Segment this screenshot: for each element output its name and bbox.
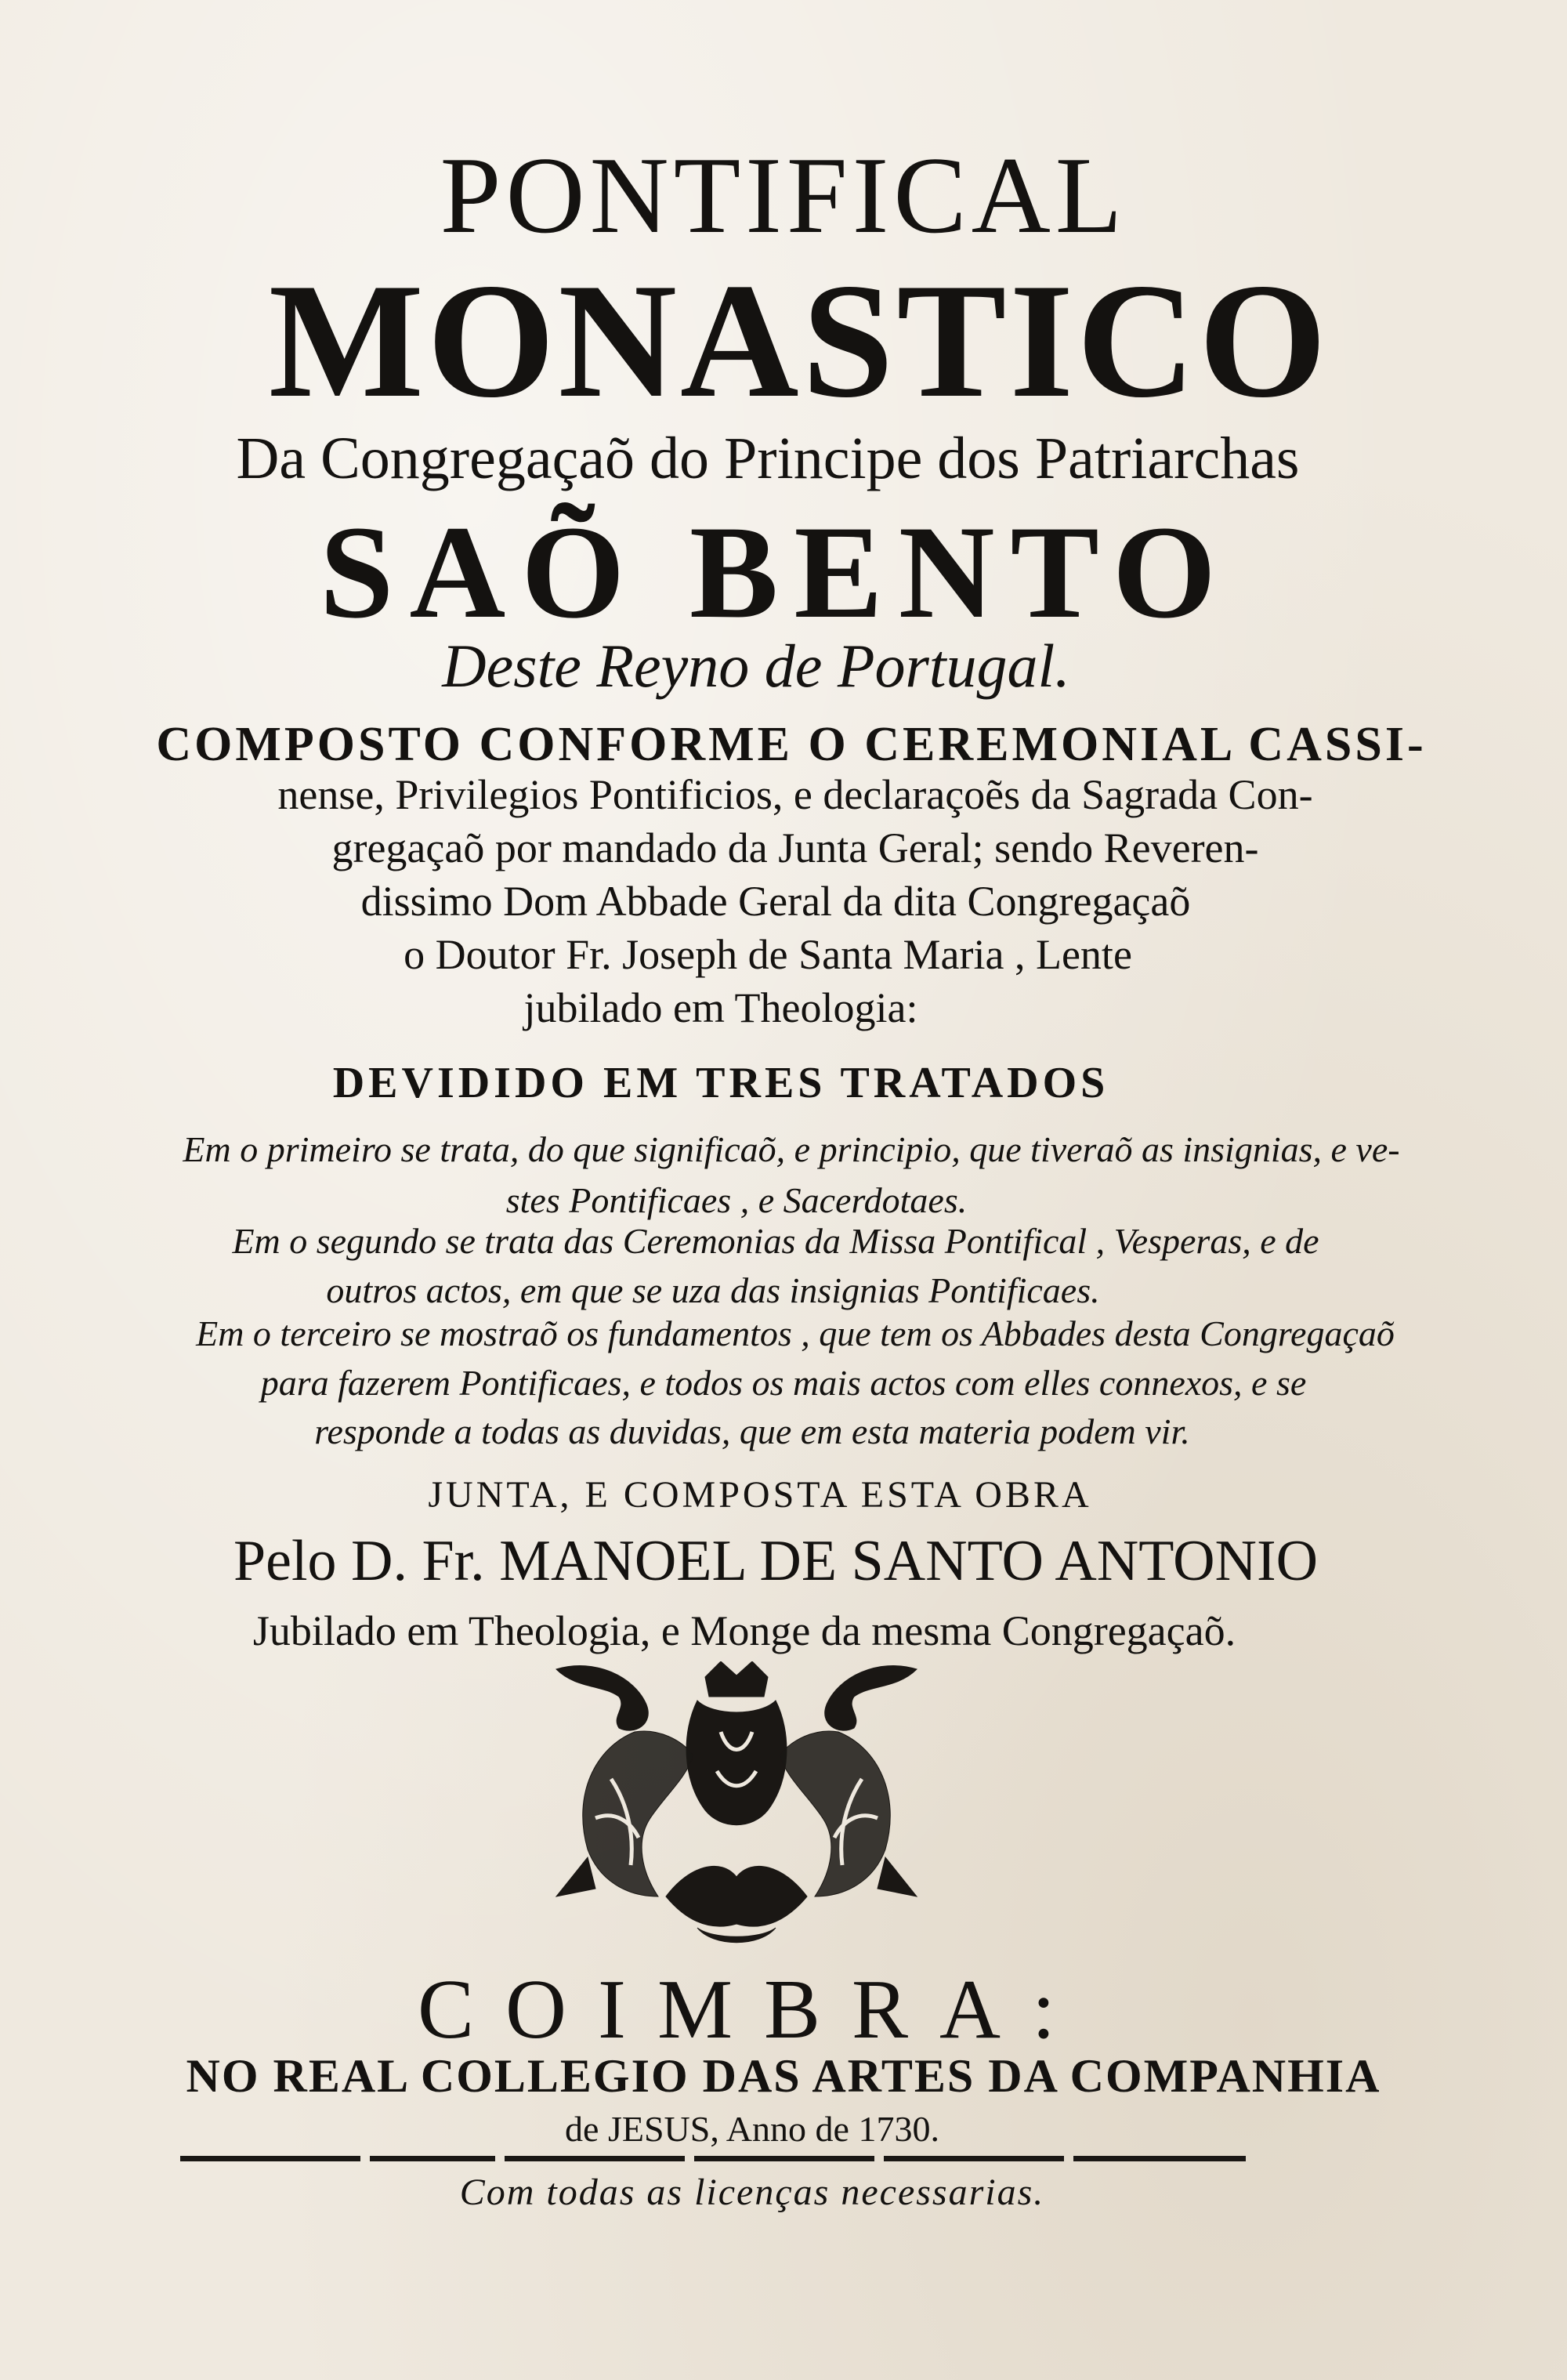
treatise-line: Em o terceiro se mostraõ os fundamentos , que tem os Abbades desta Congregaçaõ <box>196 1313 1395 1353</box>
composition-line: nense, Privilegios Pontificios, e declaraçoẽs da Sagrada Con- <box>277 771 1313 818</box>
author-description: Jubilado em Theologia, e Monge da mesma Congregaçaõ. <box>252 1607 1236 1654</box>
treatise-line: Em o primeiro se trata, do que significaõ, e principio, que tiveraõ as insignias, e ve- <box>183 1129 1400 1169</box>
title-line-pontifical: PONTIFICAL <box>440 135 1127 256</box>
subtitle-congregation: Da Congregaçaõ do Principe dos Patriarchas <box>236 426 1300 491</box>
composition-line: o Doutor Fr. Joseph de Santa Maria , Lente <box>404 931 1132 978</box>
author-line: Pelo D. Fr. MANOEL DE SANTO ANTONIO <box>233 1529 1319 1593</box>
compiled-by-line: JUNTA, E COMPOSTA ESTA OBRA <box>428 1474 1092 1516</box>
title-line-monastico: MONASTICO <box>268 250 1330 432</box>
title-line-sao-bento: SAÕ BENTO <box>319 498 1232 646</box>
division-heading: DEVIDIDO EM TRES TRATADOS <box>332 1059 1109 1107</box>
treatise-line: stes Pontificaes , e Sacerdotaes. <box>505 1180 968 1220</box>
treatise-line: Em o segundo se trata das Ceremonias da Missa Pontifical , Vesperas, e de <box>232 1221 1319 1261</box>
decorative-rule <box>180 2151 1269 2162</box>
subtitle-reyno: Deste Reyno de Portugal. <box>442 632 1070 700</box>
double-headed-eagle-ornament-icon <box>541 1661 932 1951</box>
composition-line: gregaçaõ por mandado da Junta Geral; sendo Reveren- <box>331 824 1259 871</box>
composition-line: jubilado em Theologia: <box>523 984 918 1031</box>
imprint-printer: NO REAL COLLEGIO DAS ARTES DA COMPANHIA <box>186 2050 1381 2102</box>
composition-line: dissimo Dom Abbade Geral da dita Congregaçaõ <box>360 878 1191 925</box>
treatise-line: outros actos, em que se uza das insignias Pontificaes. <box>326 1270 1100 1310</box>
treatise-line: responde a todas as duvidas, que em esta materia podem vir. <box>314 1411 1190 1451</box>
treatise-line: para fazerem Pontificaes, e todos os mais actos com elles connexos, e se <box>260 1363 1307 1403</box>
imprint-place: COIMBRA: <box>417 1963 1087 2056</box>
license-line: Com todas as licenças necessarias. <box>459 2172 1045 2213</box>
imprint-year: de JESUS, Anno de 1730. <box>565 2109 939 2149</box>
composition-line: COMPOSTO CONFORME O CEREMONIAL CASSI- <box>156 718 1427 771</box>
